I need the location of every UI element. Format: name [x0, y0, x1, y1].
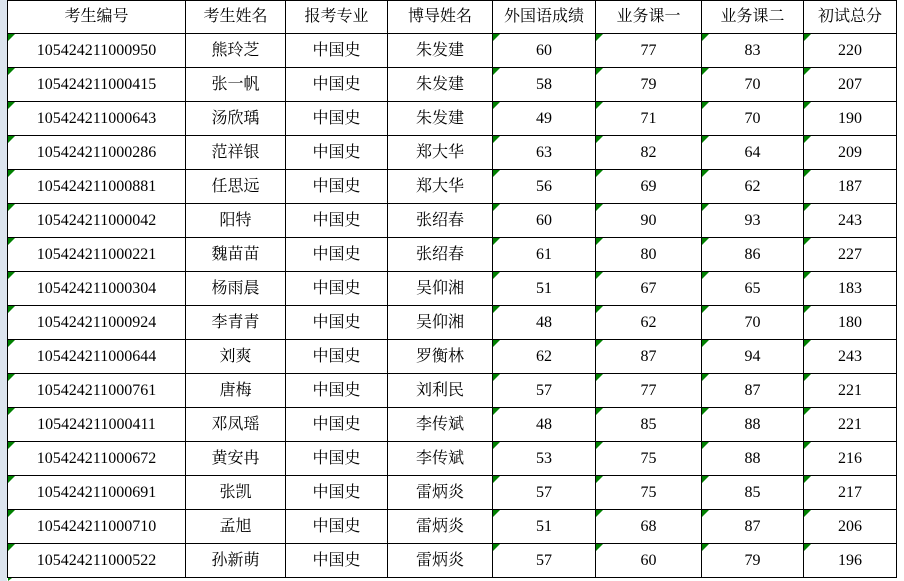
- cell[interactable]: 雷炳炎: [388, 510, 493, 544]
- number-stored-as-text-flag-icon: [702, 306, 709, 313]
- cell[interactable]: 69: [596, 170, 702, 204]
- table-row: [8, 136, 897, 170]
- number-stored-as-text-flag-icon: [8, 238, 15, 245]
- table-row: [8, 544, 897, 578]
- cell[interactable]: 105424211000710: [8, 510, 186, 544]
- number-stored-as-text-flag-icon: [804, 544, 811, 551]
- cell[interactable]: 60: [493, 34, 596, 68]
- cell[interactable]: 77: [596, 34, 702, 68]
- number-stored-as-text-flag-icon: [8, 34, 15, 41]
- table-row: [8, 340, 897, 374]
- cell[interactable]: 60: [493, 204, 596, 238]
- cell[interactable]: 郑大华: [388, 170, 493, 204]
- number-stored-as-text-flag-icon: [702, 442, 709, 449]
- cell[interactable]: 杨雨晨: [186, 272, 286, 306]
- number-stored-as-text-flag-icon: [8, 272, 15, 279]
- cell[interactable]: 63: [493, 136, 596, 170]
- cell[interactable]: 中国史: [286, 34, 388, 68]
- cell[interactable]: 中国史: [286, 68, 388, 102]
- number-stored-as-text-flag-icon: [702, 374, 709, 381]
- cell[interactable]: 中国史: [286, 374, 388, 408]
- cell[interactable]: 吴仰湘: [388, 272, 493, 306]
- cell[interactable]: 51: [493, 510, 596, 544]
- cell[interactable]: 张绍春: [388, 204, 493, 238]
- cell[interactable]: 阳特: [186, 204, 286, 238]
- cell[interactable]: 唐梅: [186, 374, 286, 408]
- cell[interactable]: 60: [596, 544, 702, 578]
- cell[interactable]: 孟旭: [186, 510, 286, 544]
- cell[interactable]: 任思远: [186, 170, 286, 204]
- number-stored-as-text-flag-icon: [493, 272, 500, 279]
- number-stored-as-text-flag-icon: [596, 68, 603, 75]
- number-stored-as-text-flag-icon: [804, 68, 811, 75]
- cell[interactable]: 58: [493, 68, 596, 102]
- cell[interactable]: 48: [493, 306, 596, 340]
- cell[interactable]: 77: [596, 374, 702, 408]
- cell[interactable]: 郑大华: [388, 136, 493, 170]
- cell[interactable]: 中国史: [286, 170, 388, 204]
- cell[interactable]: 罗衡林: [388, 340, 493, 374]
- table-row: [8, 34, 897, 68]
- column-header-foreign-language-score[interactable]: 外国语成绩: [493, 1, 596, 34]
- table-row: [8, 238, 897, 272]
- number-stored-as-text-flag-icon: [493, 68, 500, 75]
- cell[interactable]: 张凯: [186, 476, 286, 510]
- cell[interactable]: 82: [596, 136, 702, 170]
- column-header-applied-major[interactable]: 报考专业: [286, 1, 388, 34]
- table-row: [8, 272, 897, 306]
- table-row: [8, 442, 897, 476]
- cell[interactable]: 105424211000304: [8, 272, 186, 306]
- cell[interactable]: 220: [804, 34, 897, 68]
- header-row: [8, 1, 897, 34]
- cell[interactable]: 刘利民: [388, 374, 493, 408]
- cell[interactable]: 62: [493, 340, 596, 374]
- cell[interactable]: 中国史: [286, 544, 388, 578]
- cell[interactable]: 李传斌: [388, 408, 493, 442]
- cell[interactable]: 105424211000644: [8, 340, 186, 374]
- cell[interactable]: 57: [493, 476, 596, 510]
- cell[interactable]: 217: [804, 476, 897, 510]
- cell[interactable]: 190: [804, 102, 897, 136]
- number-stored-as-text-flag-icon: [702, 68, 709, 75]
- cell[interactable]: 李传斌: [388, 442, 493, 476]
- cell[interactable]: 张一帆: [186, 68, 286, 102]
- number-stored-as-text-flag-icon: [8, 476, 15, 483]
- cell[interactable]: 魏苗苗: [186, 238, 286, 272]
- cell[interactable]: 62: [596, 306, 702, 340]
- cell[interactable]: 48: [493, 408, 596, 442]
- cell[interactable]: 李青青: [186, 306, 286, 340]
- cell[interactable]: 刘爽: [186, 340, 286, 374]
- cell[interactable]: 83: [702, 34, 804, 68]
- cell[interactable]: 中国史: [286, 102, 388, 136]
- cell[interactable]: 64: [702, 136, 804, 170]
- cell[interactable]: 105424211000924: [8, 306, 186, 340]
- adjacent-column-strip: [0, 0, 7, 581]
- cell[interactable]: 61: [493, 238, 596, 272]
- number-stored-as-text-flag-icon: [493, 340, 500, 347]
- number-stored-as-text-flag-icon: [596, 442, 603, 449]
- cell[interactable]: 105424211000522: [8, 544, 186, 578]
- column-header-candidate-id[interactable]: 考生编号: [8, 1, 186, 34]
- number-stored-as-text-flag-icon: [804, 442, 811, 449]
- cell[interactable]: 中国史: [286, 204, 388, 238]
- number-stored-as-text-flag-icon: [8, 68, 15, 75]
- cell[interactable]: 65: [702, 272, 804, 306]
- cell[interactable]: 209: [804, 136, 897, 170]
- cell[interactable]: 80: [596, 238, 702, 272]
- cell[interactable]: 207: [804, 68, 897, 102]
- column-header-candidate-name[interactable]: 考生姓名: [186, 1, 286, 34]
- cell[interactable]: 中国史: [286, 340, 388, 374]
- table-row: [8, 102, 897, 136]
- column-header-total-score[interactable]: 初试总分: [804, 1, 897, 34]
- cell[interactable]: 吴仰湘: [388, 306, 493, 340]
- number-stored-as-text-flag-icon: [596, 544, 603, 551]
- number-stored-as-text-flag-icon: [596, 476, 603, 483]
- number-stored-as-text-flag-icon: [493, 34, 500, 41]
- cell[interactable]: 105424211000286: [8, 136, 186, 170]
- number-stored-as-text-flag-icon: [804, 34, 811, 41]
- cell[interactable]: 180: [804, 306, 897, 340]
- cell[interactable]: 朱发建: [388, 68, 493, 102]
- cell[interactable]: 221: [804, 408, 897, 442]
- table-row: [8, 408, 897, 442]
- number-stored-as-text-flag-icon: [804, 272, 811, 279]
- cell[interactable]: 90: [596, 204, 702, 238]
- number-stored-as-text-flag-icon: [8, 136, 15, 143]
- number-stored-as-text-flag-icon: [702, 170, 709, 177]
- table-area: [7, 0, 904, 581]
- number-stored-as-text-flag-icon: [596, 408, 603, 415]
- cell[interactable]: 105424211000042: [8, 204, 186, 238]
- number-stored-as-text-flag-icon: [8, 408, 15, 415]
- number-stored-as-text-flag-icon: [702, 510, 709, 517]
- number-stored-as-text-flag-icon: [493, 306, 500, 313]
- cell[interactable]: 70: [702, 102, 804, 136]
- number-stored-as-text-flag-icon: [493, 476, 500, 483]
- table-row: [8, 476, 897, 510]
- cell[interactable]: 196: [804, 544, 897, 578]
- number-stored-as-text-flag-icon: [596, 340, 603, 347]
- number-stored-as-text-flag-icon: [8, 510, 15, 517]
- number-stored-as-text-flag-icon: [804, 374, 811, 381]
- cell[interactable]: 87: [702, 374, 804, 408]
- number-stored-as-text-flag-icon: [702, 476, 709, 483]
- number-stored-as-text-flag-icon: [8, 340, 15, 347]
- cell[interactable]: 79: [596, 68, 702, 102]
- cell[interactable]: 中国史: [286, 136, 388, 170]
- number-stored-as-text-flag-icon: [8, 374, 15, 381]
- table-row: [8, 170, 897, 204]
- cell[interactable]: 105424211000691: [8, 476, 186, 510]
- cell[interactable]: 79: [702, 544, 804, 578]
- number-stored-as-text-flag-icon: [596, 306, 603, 313]
- number-stored-as-text-flag-icon: [702, 204, 709, 211]
- cell[interactable]: 57: [493, 374, 596, 408]
- cell[interactable]: 62: [702, 170, 804, 204]
- cell[interactable]: 85: [702, 476, 804, 510]
- cell[interactable]: 朱发建: [388, 102, 493, 136]
- cell[interactable]: 105424211000221: [8, 238, 186, 272]
- table-row: [8, 306, 897, 340]
- cell[interactable]: 邓凤瑶: [186, 408, 286, 442]
- cell[interactable]: 黄安冉: [186, 442, 286, 476]
- cell[interactable]: 熊玲芝: [186, 34, 286, 68]
- cell[interactable]: 51: [493, 272, 596, 306]
- column-header-supervisor-name[interactable]: 博导姓名: [388, 1, 493, 34]
- cell[interactable]: 88: [702, 442, 804, 476]
- cell[interactable]: 227: [804, 238, 897, 272]
- number-stored-as-text-flag-icon: [804, 408, 811, 415]
- number-stored-as-text-flag-icon: [596, 102, 603, 109]
- scores-table: [7, 0, 897, 578]
- number-stored-as-text-flag-icon: [804, 102, 811, 109]
- cell[interactable]: 87: [596, 340, 702, 374]
- cell[interactable]: 70: [702, 68, 804, 102]
- number-stored-as-text-flag-icon: [8, 102, 15, 109]
- column-header-subject-one[interactable]: 业务课一: [596, 1, 702, 34]
- number-stored-as-text-flag-icon: [804, 238, 811, 245]
- number-stored-as-text-flag-icon: [493, 374, 500, 381]
- number-stored-as-text-flag-icon: [702, 136, 709, 143]
- number-stored-as-text-flag-icon: [596, 272, 603, 279]
- cell[interactable]: 中国史: [286, 510, 388, 544]
- cell[interactable]: 216: [804, 442, 897, 476]
- cell[interactable]: 105424211000411: [8, 408, 186, 442]
- cell[interactable]: 88: [702, 408, 804, 442]
- cell[interactable]: 85: [596, 408, 702, 442]
- cell[interactable]: 105424211000881: [8, 170, 186, 204]
- cell[interactable]: 中国史: [286, 272, 388, 306]
- number-stored-as-text-flag-icon: [493, 170, 500, 177]
- cell[interactable]: 75: [596, 442, 702, 476]
- number-stored-as-text-flag-icon: [596, 510, 603, 517]
- cell[interactable]: 70: [702, 306, 804, 340]
- cell[interactable]: 94: [702, 340, 804, 374]
- cell[interactable]: 范祥银: [186, 136, 286, 170]
- cell[interactable]: 75: [596, 476, 702, 510]
- number-stored-as-text-flag-icon: [804, 340, 811, 347]
- cell[interactable]: 105424211000761: [8, 374, 186, 408]
- number-stored-as-text-flag-icon: [493, 204, 500, 211]
- cell[interactable]: 57: [493, 544, 596, 578]
- number-stored-as-text-flag-icon: [804, 170, 811, 177]
- cell[interactable]: 中国史: [286, 306, 388, 340]
- cell[interactable]: 67: [596, 272, 702, 306]
- number-stored-as-text-flag-icon: [8, 204, 15, 211]
- number-stored-as-text-flag-icon: [493, 442, 500, 449]
- table-row: [8, 510, 897, 544]
- number-stored-as-text-flag-icon: [8, 170, 15, 177]
- table-row: [8, 374, 897, 408]
- number-stored-as-text-flag-icon: [702, 272, 709, 279]
- cell[interactable]: 243: [804, 340, 897, 374]
- cell[interactable]: 93: [702, 204, 804, 238]
- cell[interactable]: 206: [804, 510, 897, 544]
- number-stored-as-text-flag-icon: [596, 238, 603, 245]
- number-stored-as-text-flag-icon: [702, 544, 709, 551]
- cell[interactable]: 汤欣瑀: [186, 102, 286, 136]
- cell[interactable]: 朱发建: [388, 34, 493, 68]
- cell[interactable]: 86: [702, 238, 804, 272]
- number-stored-as-text-flag-icon: [8, 306, 15, 313]
- number-stored-as-text-flag-icon: [596, 34, 603, 41]
- table-row: [8, 204, 897, 238]
- number-stored-as-text-flag-icon: [702, 102, 709, 109]
- cell[interactable]: 雷炳炎: [388, 544, 493, 578]
- number-stored-as-text-flag-icon: [702, 238, 709, 245]
- cell[interactable]: 243: [804, 204, 897, 238]
- number-stored-as-text-flag-icon: [804, 306, 811, 313]
- cell[interactable]: 183: [804, 272, 897, 306]
- number-stored-as-text-flag-icon: [702, 34, 709, 41]
- number-stored-as-text-flag-icon: [804, 510, 811, 517]
- cell[interactable]: 68: [596, 510, 702, 544]
- cell[interactable]: 105424211000950: [8, 34, 186, 68]
- number-stored-as-text-flag-icon: [493, 408, 500, 415]
- cell[interactable]: 187: [804, 170, 897, 204]
- cell[interactable]: 53: [493, 442, 596, 476]
- cell[interactable]: 105424211000672: [8, 442, 186, 476]
- cell[interactable]: 105424211000415: [8, 68, 186, 102]
- cell[interactable]: 87: [702, 510, 804, 544]
- number-stored-as-text-flag-icon: [596, 204, 603, 211]
- number-stored-as-text-flag-icon: [493, 544, 500, 551]
- number-stored-as-text-flag-icon: [596, 374, 603, 381]
- number-stored-as-text-flag-icon: [493, 102, 500, 109]
- cell[interactable]: 56: [493, 170, 596, 204]
- number-stored-as-text-flag-icon: [493, 510, 500, 517]
- number-stored-as-text-flag-icon: [702, 340, 709, 347]
- cell[interactable]: 中国史: [286, 476, 388, 510]
- number-stored-as-text-flag-icon: [596, 170, 603, 177]
- cell[interactable]: 中国史: [286, 442, 388, 476]
- number-stored-as-text-flag-icon: [493, 238, 500, 245]
- number-stored-as-text-flag-icon: [493, 136, 500, 143]
- number-stored-as-text-flag-icon: [804, 136, 811, 143]
- number-stored-as-text-flag-icon: [8, 544, 15, 551]
- cell[interactable]: 105424211000643: [8, 102, 186, 136]
- cell[interactable]: 71: [596, 102, 702, 136]
- cell[interactable]: 雷炳炎: [388, 476, 493, 510]
- number-stored-as-text-flag-icon: [804, 204, 811, 211]
- cell[interactable]: 张绍春: [388, 238, 493, 272]
- cell[interactable]: 49: [493, 102, 596, 136]
- cell[interactable]: 221: [804, 374, 897, 408]
- number-stored-as-text-flag-icon: [804, 476, 811, 483]
- number-stored-as-text-flag-icon: [702, 408, 709, 415]
- cell[interactable]: 中国史: [286, 238, 388, 272]
- number-stored-as-text-flag-icon: [596, 136, 603, 143]
- table-row: [8, 68, 897, 102]
- column-header-subject-two[interactable]: 业务课二: [702, 1, 804, 34]
- cell[interactable]: 中国史: [286, 408, 388, 442]
- number-stored-as-text-flag-icon: [8, 442, 15, 449]
- cell[interactable]: 孙新萌: [186, 544, 286, 578]
